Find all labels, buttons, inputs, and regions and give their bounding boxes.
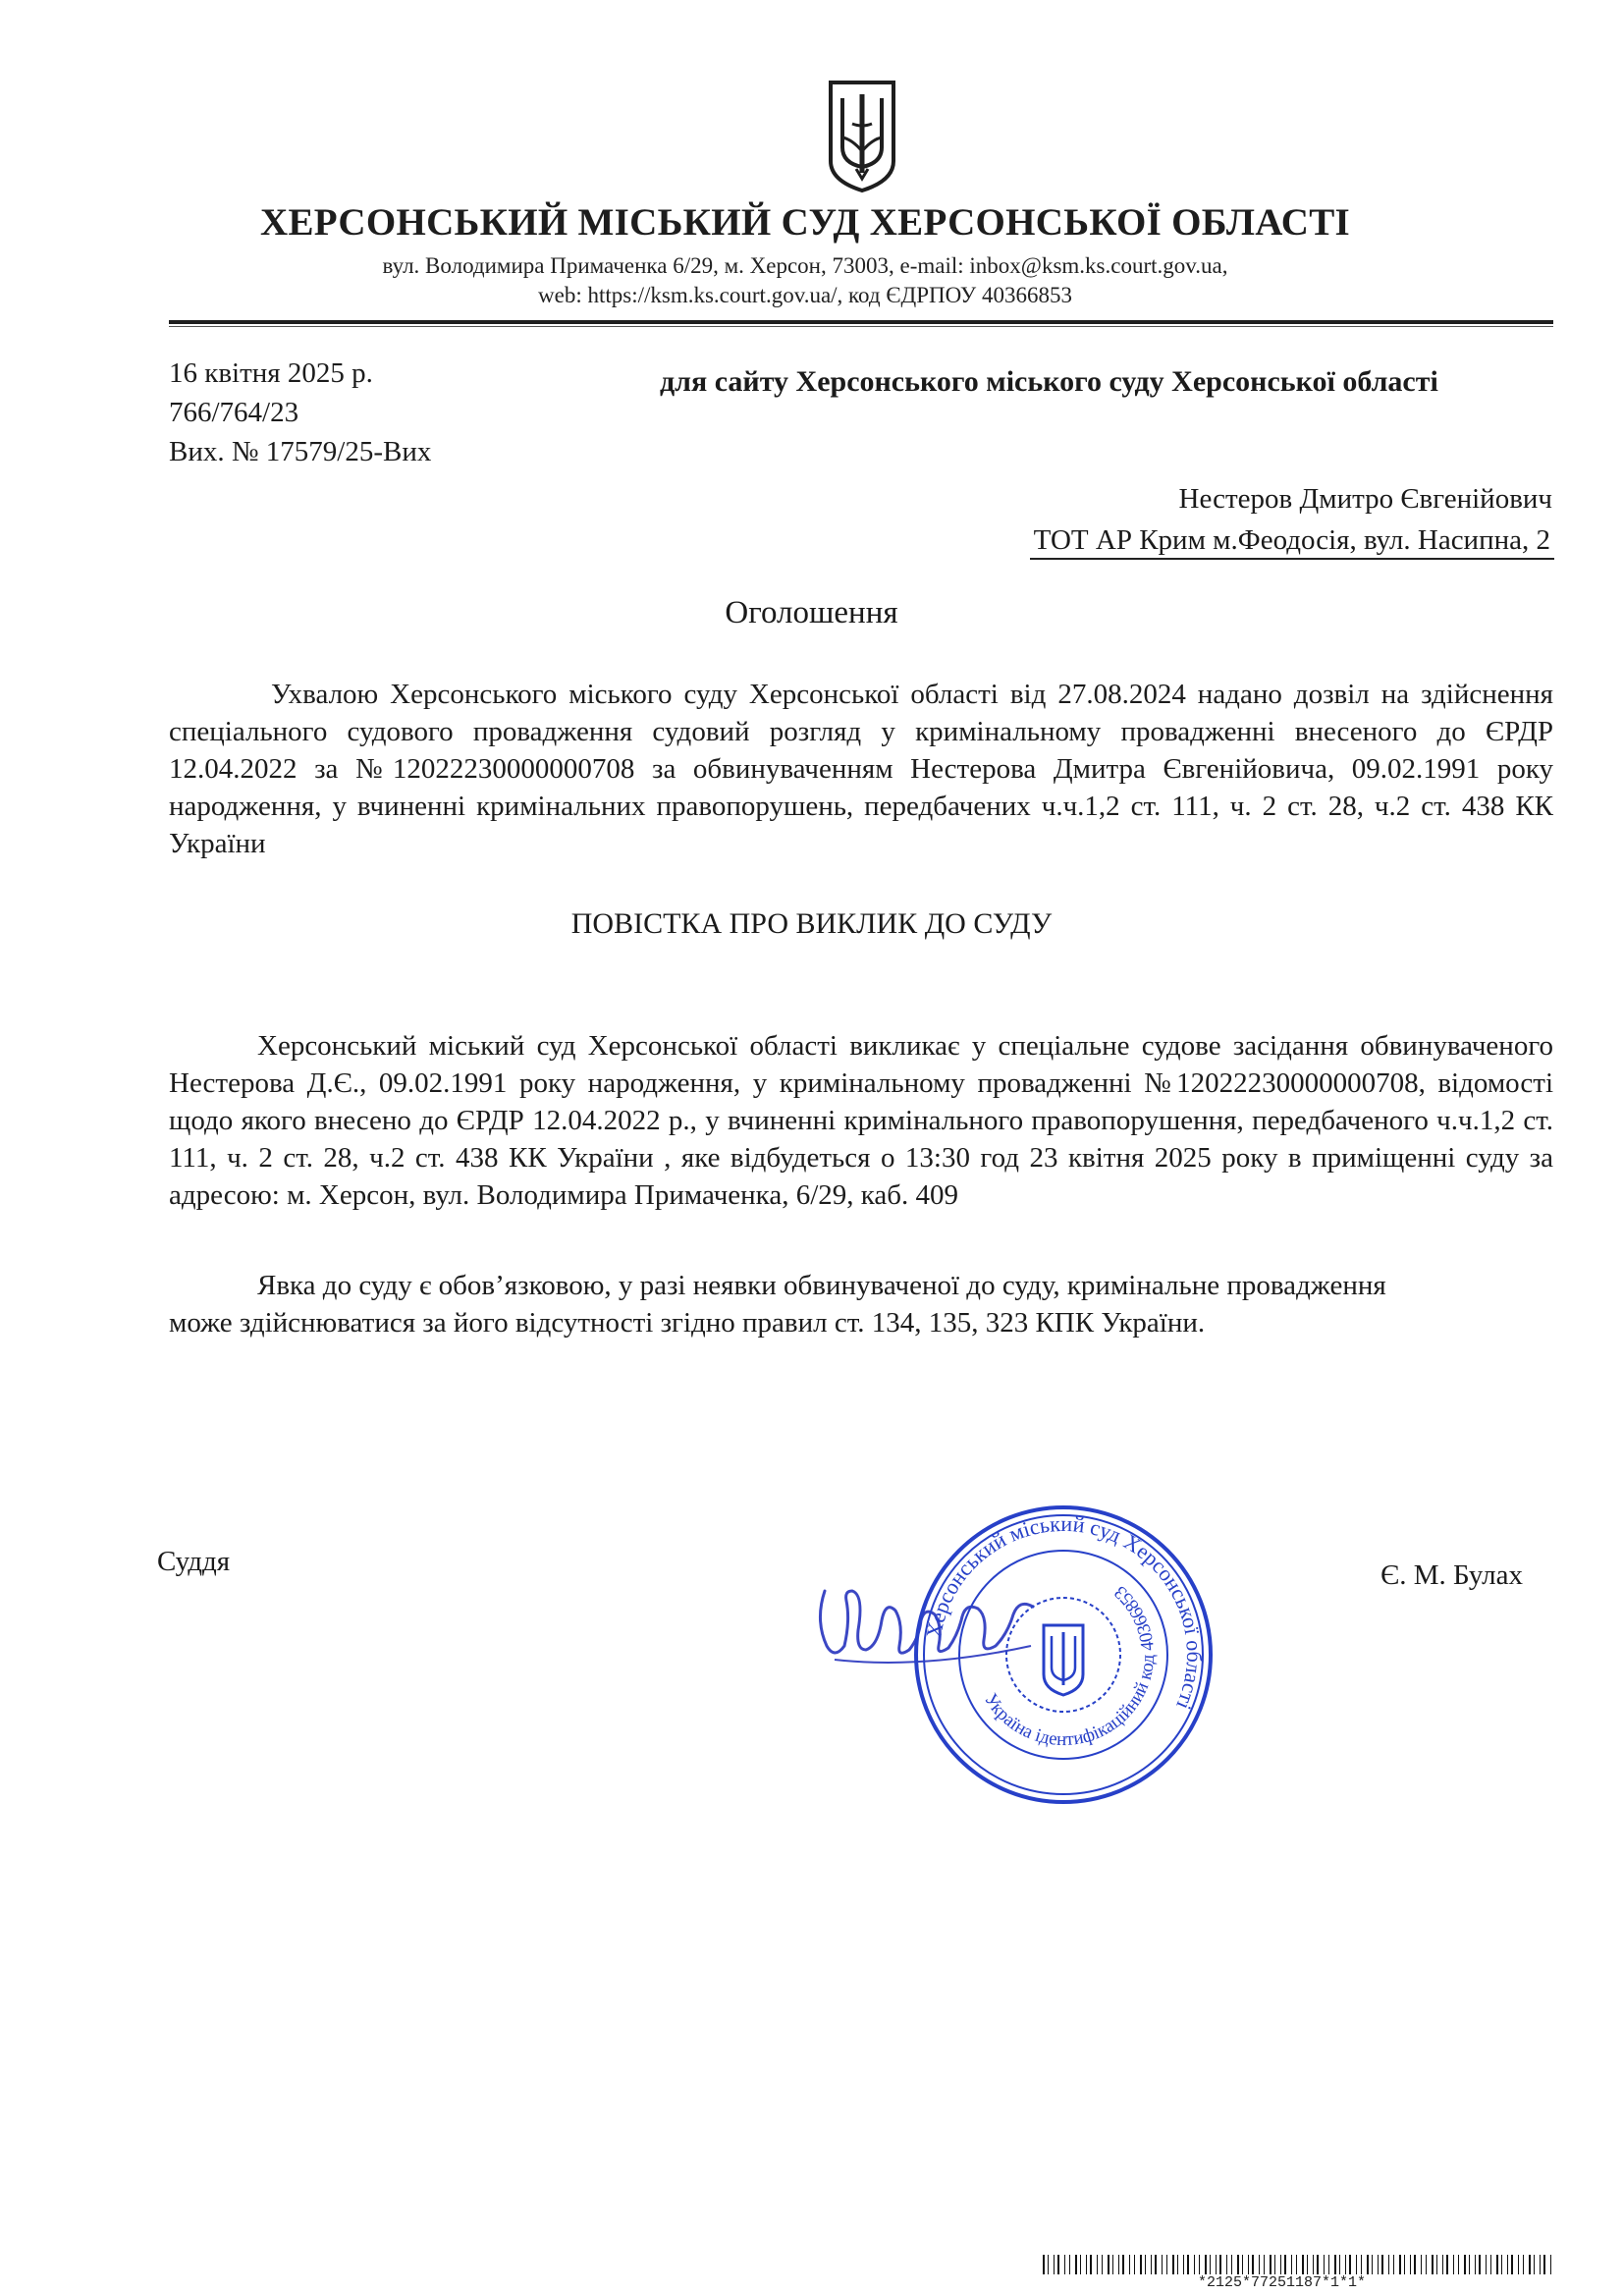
site-note: для сайту Херсонського міського суду Херсонської області [660,365,1438,398]
barcode-bar [1237,2255,1239,2274]
outgoing-number: Вих. № 17579/25-Вих [169,436,432,467]
barcode-bar [1155,2255,1157,2274]
trident-icon [827,79,897,194]
barcode-bar [1274,2255,1275,2274]
barcode-bar [1464,2255,1466,2274]
barcode-bar [1219,2255,1221,2274]
barcode-bar [1453,2255,1454,2274]
barcode-bar [1317,2255,1319,2274]
barcode-bar [1187,2255,1189,2274]
barcode-bar [1054,2255,1055,2274]
barcode-bar [1496,2255,1498,2274]
judge-label: Суддя [157,1546,231,1577]
barcode-bar [1339,2255,1340,2274]
seal-trident-icon [1044,1625,1083,1695]
summons-text: Херсонський міський суд Херсонської області викликає у спеціальне судове засідання обвинуваченого Нестерова Д.Є., 09.02.1991 року народження, у кримінальному провадженні №12022230000000708, відомості щодо якого внесено до ЄРДР 12.04.2022 р., у вчиненні кримінального правопорушення, передбаченого ч.ч.1,2 ст. 111, ч. 2 ст. 28, ч.2 ст. 438 КК України , яке відбудеться о 13:30 год 23 квітня 2025 року в приміщенні суду за адресою: м. Херсон, вул. Володимира Примаченка, 6/29, каб. 409 [169,1030,1553,1211]
barcode-bar [1097,2255,1098,2274]
barcode-bar [1414,2255,1416,2274]
attendance-text: Явка до суду є обов’язковою, у разі неявки обвинуваченої до суду, кримінальне провадження може здійснюватися за його відсутності згідно правил ст. 134, 135, 323 КПК України. [169,1270,1386,1339]
barcode-bar [1446,2255,1448,2274]
barcode-bar [1399,2255,1401,2274]
barcode-bar [1048,2255,1049,2274]
barcode-bar [1388,2255,1389,2274]
barcode-bar [1242,2255,1243,2274]
barcode-bar [1210,2255,1211,2274]
barcode-bar [1349,2255,1351,2274]
barcode-bar [1436,2255,1437,2274]
barcode-bar [1057,2255,1059,2274]
barcode-bar [1183,2255,1184,2274]
barcode-bar [1345,2255,1346,2274]
barcode-bar [1432,2255,1434,2274]
barcode-bar [1102,2255,1103,2274]
barcode [1043,2255,1553,2274]
barcode-bar [1280,2255,1281,2274]
barcode-bar [1518,2255,1519,2274]
barcode-number: *2125*77251187*1*1* [1198,2274,1367,2291]
barcode-bar [1134,2255,1135,2274]
barcode-bar [1151,2255,1152,2274]
document-date: 16 квітня 2025 р. [169,357,373,389]
barcode-bar [1404,2255,1405,2274]
barcode-bar [1199,2255,1200,2274]
barcode-bar [1226,2255,1227,2274]
barcode-bar [1270,2255,1271,2274]
addressee-address: ТОТ АР Крим м.Феодосія, вул. Насипна, 2 [1030,524,1554,560]
barcode-bar [1284,2255,1286,2274]
barcode-bar [1086,2255,1087,2274]
announcement-text: Ухвалою Херсонського міського суду Херсонської області від 27.08.2024 надано дозвіл на здійснення спеціального судового провадження судовий розгляд у кримінальному провадженні внесеного до ЄРДР 12.04.2022 за №12022230000000708 за обвинуваченням Нестерова Дмитра Євгенійовича, 09.02.1991 року народження, у вчиненні кримінальних правопорушень, передбачених ч.ч.1,2 ст. 111, ч. 2 ст. 28, ч.2 ст. 438 КК України [169,679,1553,859]
barcode-bar [1475,2255,1476,2274]
barcode-bar [1523,2255,1524,2274]
barcode-bar [1372,2255,1373,2274]
barcode-bar [1069,2255,1070,2274]
barcode-bar [1367,2255,1369,2274]
barcode-bar [1259,2255,1260,2274]
seal-inner-text: Україна ідентифікаційний код 40366853 [979,1581,1160,1751]
barcode-bar [1118,2255,1119,2274]
barcode-bar [1177,2255,1178,2274]
seal-outer-text: Херсонський міський суд Херсонської області [921,1510,1208,1714]
barcode-bar [1421,2255,1422,2274]
barcode-bar [1458,2255,1459,2274]
barcode-bar [1540,2255,1541,2274]
barcode-bar [1252,2255,1254,2274]
barcode-bar [1324,2255,1325,2274]
barcode-bar [1486,2255,1487,2274]
header-divider-thin [169,326,1553,327]
barcode-bar [1302,2255,1304,2274]
barcode-bar [1361,2255,1362,2274]
court-name: ХЕРСОНСЬКИЙ МІСЬКИЙ СУД ХЕРСОНСЬКОЇ ОБЛАСТІ [259,201,1351,244]
barcode-bar [1313,2255,1314,2274]
barcode-bar [1356,2255,1357,2274]
barcode-bar [1291,2255,1292,2274]
barcode-bar [1140,2255,1142,2274]
barcode-bar [1296,2255,1297,2274]
judge-name: Є. М. Булах [1380,1559,1523,1591]
barcode-bar [1511,2255,1513,2274]
barcode-bar [1328,2255,1329,2274]
barcode-bar [1534,2255,1535,2274]
barcode-bar [1410,2255,1411,2274]
barcode-bar [1194,2255,1195,2274]
barcode-bar [1426,2255,1427,2274]
header-divider [169,320,1553,324]
barcode-bar [1162,2255,1163,2274]
barcode-bar [1378,2255,1379,2274]
barcode-bar [1043,2255,1045,2274]
case-number: 766/764/23 [169,397,299,428]
barcode-bar [1080,2255,1081,2274]
barcode-bar [1442,2255,1443,2274]
court-web-code: web: https://ksm.ks.court.gov.ua/, код ЄДРПОУ 40366853 [538,283,1072,307]
barcode-bar [1264,2255,1265,2274]
barcode-bar [1172,2255,1174,2274]
barcode-bar [1381,2255,1383,2274]
court-address: вул. Володимира Примаченка 6/29, м. Херсон, 73003, e-mail: inbox@ksm.ks.court.gov.ua, [382,253,1228,278]
barcode-bar [1075,2255,1077,2274]
barcode-bar [1112,2255,1113,2274]
barcode-bar [1129,2255,1130,2274]
barcode-bar [1216,2255,1217,2274]
barcode-bar [1507,2255,1508,2274]
announcement-title: Оголошення [725,595,898,630]
barcode-bar [1205,2255,1207,2274]
barcode-bar [1166,2255,1167,2274]
barcode-bar [1122,2255,1124,2274]
barcode-bar [1543,2255,1545,2274]
barcode-bar [1501,2255,1502,2274]
summons-title: ПОВІСТКА ПРО ВИКЛИК ДО СУДУ [570,907,1053,940]
barcode-bar [1550,2255,1551,2274]
barcode-bar [1307,2255,1308,2274]
barcode-bar [1393,2255,1394,2274]
barcode-bar [1145,2255,1146,2274]
barcode-bar [1479,2255,1481,2274]
court-seal [911,1503,1216,1807]
barcode-bar [1248,2255,1249,2274]
barcode-bar [1490,2255,1491,2274]
barcode-bar [1334,2255,1336,2274]
barcode-bar [1469,2255,1470,2274]
addressee-name: Нестеров Дмитро Євгенійович [1178,483,1552,515]
barcode-bar [1108,2255,1109,2274]
barcode-bar [1090,2255,1092,2274]
barcode-bar [1231,2255,1232,2274]
barcode-bar [1064,2255,1065,2274]
barcode-bar [1529,2255,1531,2274]
